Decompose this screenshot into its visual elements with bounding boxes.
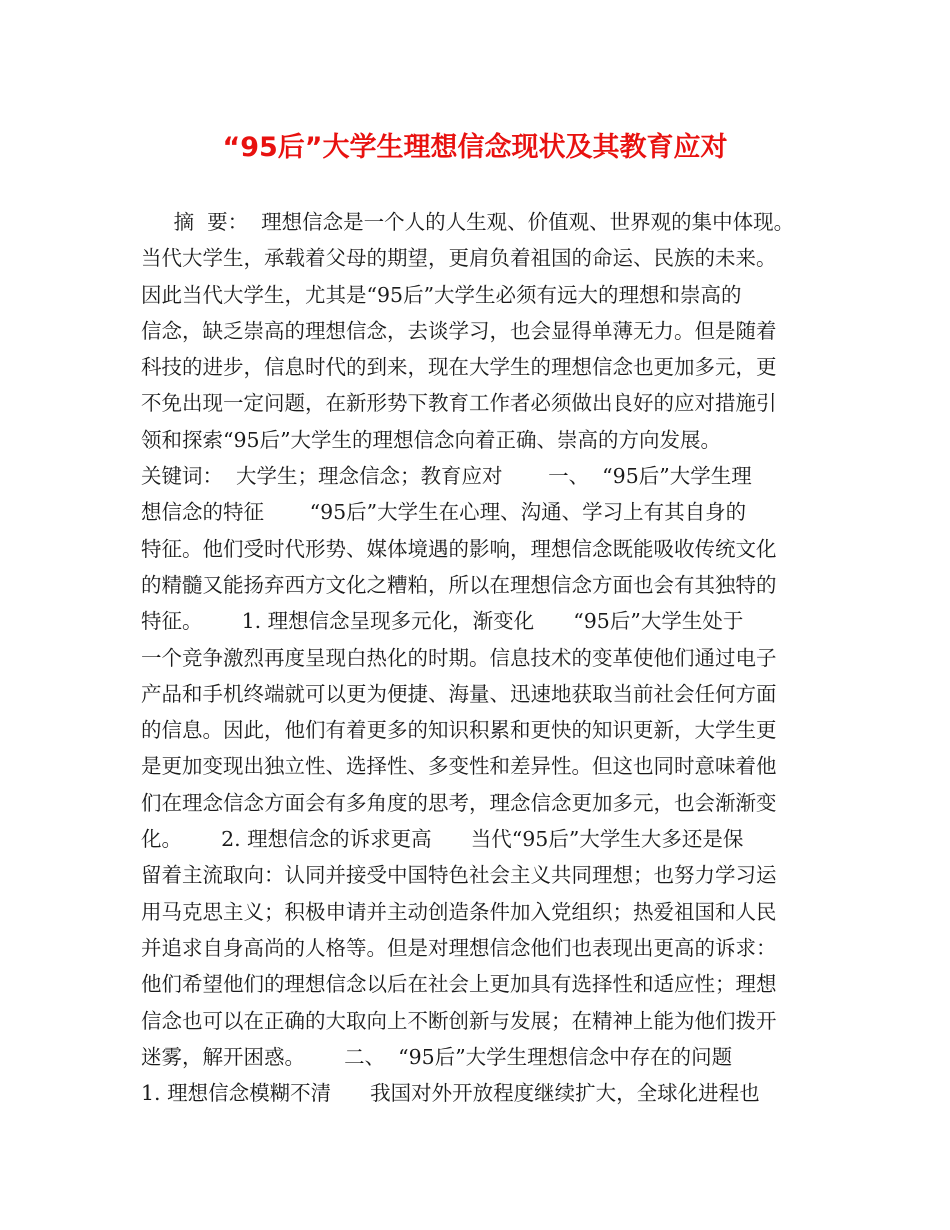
text-line: 因此当代大学生，尤其是“95后”大学生必须有远大的理想和崇高的: [141, 282, 742, 307]
text-line: 想信念的特征 “95后”大学生在心理、沟通、学习上有其自身的: [141, 500, 747, 525]
text-line: 留着主流取向：认同并接受中国特色社会主义共同理想；也努力学习运: [141, 863, 777, 888]
text-line: 科技的进步，信息时代的到来，现在大学生的理想信念也更加多元，更: [141, 355, 777, 380]
text-line: 特征。他们受时代形势、媒体境遇的影响，理想信念既能吸收传统文化: [141, 536, 777, 561]
text-line: 关键词： 大学生；理念信念；教育应对 一、 “95后”大学生理: [141, 464, 752, 489]
text-line: 摘 要： 理想信念是一个人的人生观、价值观、世界观的集中体现。: [141, 210, 795, 234]
text-line: 领和探索“95后”大学生的理想信念向着正确、崇高的方向发展。: [141, 427, 722, 452]
text-line: 1. 理想信念模糊不清 我国对外开放程度继续扩大，全球化进程也: [141, 1081, 760, 1106]
text-line: 信念，缺乏崇高的理想信念，去谈学习，也会显得单薄无力。但是随着: [141, 318, 777, 343]
text-line: 们在理念信念方面会有多角度的思考，理念信念更加多元，也会渐渐变: [141, 790, 777, 815]
text-line: 他们希望他们的理想信念以后在社会上更加具有选择性和适应性；理想: [141, 972, 777, 997]
text-line: 是更加变现出独立性、选择性、多变性和差异性。但这也同时意味着他: [141, 754, 777, 779]
text-line: 产品和手机终端就可以更为便捷、海量、迅速地获取当前社会任何方面: [141, 681, 777, 706]
text-line: 的精髓又能扬弃西方文化之糟粕，所以在理想信念方面也会有其独特的: [141, 572, 777, 597]
text-line: 当代大学生，承载着父母的期望，更肩负着祖国的命运、民族的未来。: [141, 246, 777, 271]
text-line: 的信息。因此，他们有着更多的知识积累和更快的知识更新，大学生更: [141, 718, 777, 743]
text-line: 一个竞争激烈再度呈现白热化的时期。信息技术的变革使他们通过电子: [141, 645, 777, 670]
text-line: 不免出现一定问题，在新形势下教育工作者必须做出良好的应对措施引: [141, 391, 777, 416]
document-title: “95后”大学生理想信念现状及其教育应对: [222, 132, 728, 163]
text-line: 用马克思主义；积极申请并主动创造条件加入党组织；热爱祖国和人民: [141, 899, 777, 924]
document-body: [141, 204, 821, 1111]
text-line: 特征。 1. 理想信念呈现多元化，渐变化 “95后”大学生处于: [141, 609, 744, 634]
text-line: 迷雾，解开困惑。 二、 “95后”大学生理想信念中存在的问题: [141, 1044, 733, 1069]
text-line: 信念也可以在正确的大取向上不断创新与发展；在精神上能为他们拨开: [141, 1008, 777, 1033]
text-line: 并追求自身高尚的人格等。但是对理想信念他们也表现出更高的诉求：: [141, 935, 777, 960]
text-line: 化。 2. 理想信念的诉求更高 当代“95后”大学生大多还是保: [141, 827, 744, 852]
